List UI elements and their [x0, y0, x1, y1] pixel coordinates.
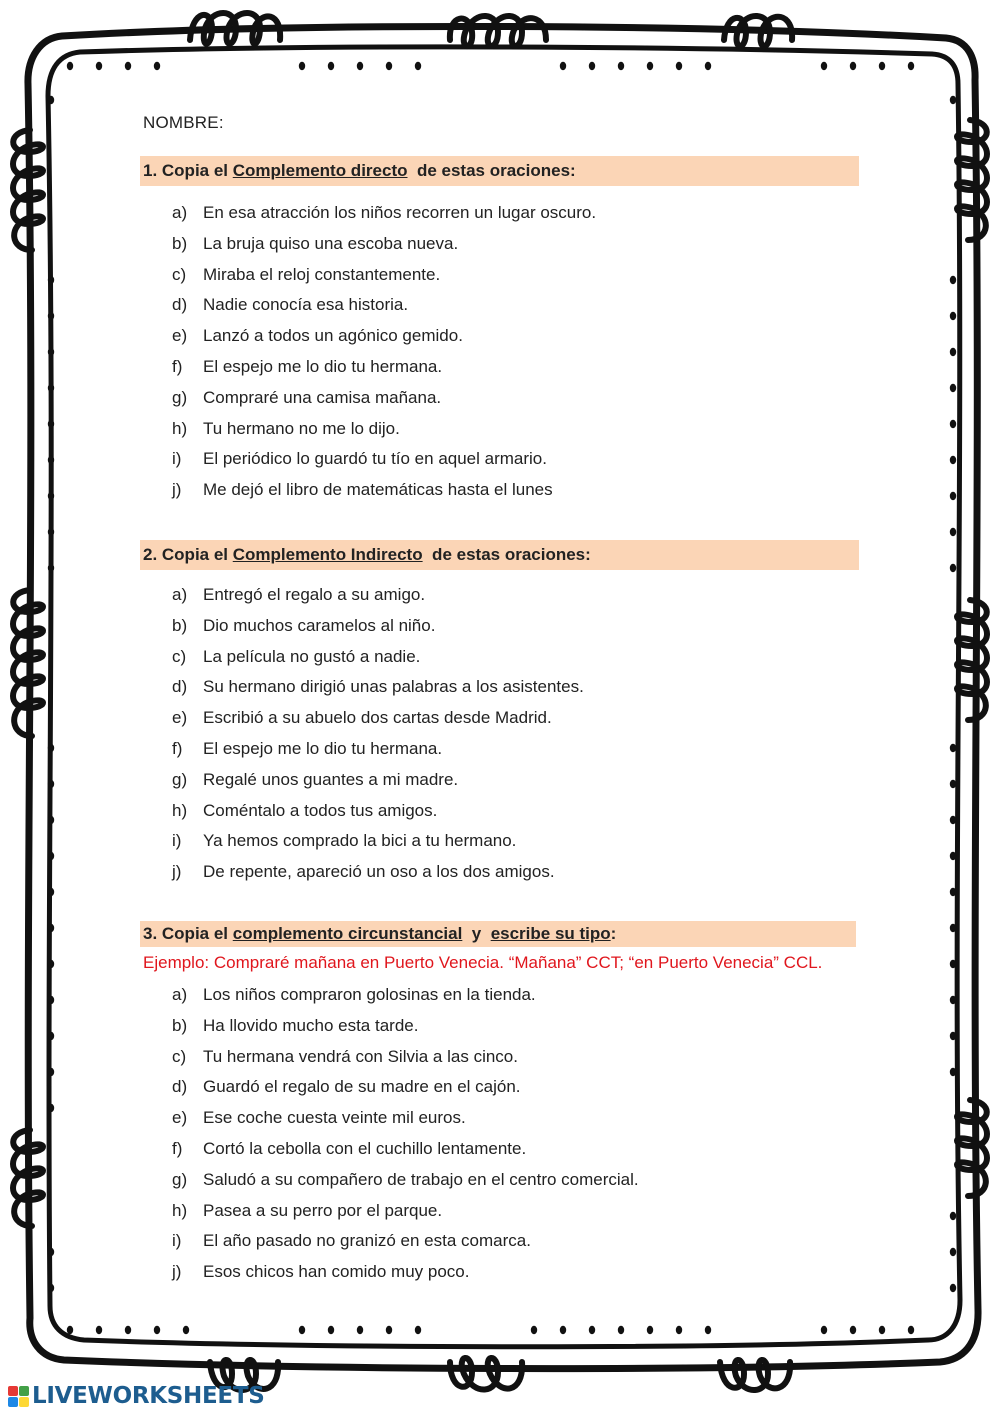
- item-sentence: Ese coche cuesta veinte mil euros.: [203, 1108, 466, 1128]
- list-item: [172, 1134, 639, 1165]
- list-item: [172, 857, 584, 888]
- logo-block-4: [19, 1397, 29, 1407]
- item-letter: g): [172, 769, 188, 789]
- item-letter: b): [172, 1015, 188, 1035]
- list-item: [172, 260, 596, 291]
- list-item: [172, 352, 596, 383]
- list-item: [172, 475, 596, 506]
- item-letter: g): [172, 1169, 188, 1189]
- item-sentence: Dio muchos caramelos al niño.: [203, 615, 436, 635]
- section-3-header-prefix: 3. Copia el: [143, 924, 233, 943]
- list-item: [172, 611, 584, 642]
- logo-text: LIVEWORKSHEETS: [32, 1383, 265, 1409]
- item-letter: h): [172, 418, 188, 438]
- list-item: [172, 321, 596, 352]
- item-sentence: El espejo me lo dio tu hermana.: [203, 738, 443, 758]
- list-item: [172, 1226, 639, 1257]
- item-sentence: Saludó a su compañero de trabajo en el centro comercial.: [203, 1169, 639, 1189]
- list-item: [172, 383, 596, 414]
- list-item: [172, 980, 639, 1011]
- section-3-example: Ejemplo: Compraré mañana en Puerto Venecia. “Mañana” CCT; “en Puerto Venecia” CCL.: [143, 953, 823, 972]
- item-letter: h): [172, 1200, 188, 1220]
- item-sentence: Miraba el reloj constantemente.: [203, 264, 441, 284]
- list-item: [172, 703, 584, 734]
- item-letter: d): [172, 295, 188, 315]
- list-item: [172, 444, 596, 475]
- list-item: [172, 642, 584, 673]
- list-item: [172, 1103, 639, 1134]
- item-sentence: La película no gustó a nadie.: [203, 646, 421, 666]
- item-letter: b): [172, 233, 188, 253]
- item-letter: g): [172, 387, 188, 407]
- logo-blocks-icon: [8, 1386, 29, 1407]
- item-letter: e): [172, 1108, 188, 1128]
- item-letter: i): [172, 1231, 182, 1251]
- list-item: [172, 734, 584, 765]
- item-sentence: Lanzó a todos un agónico gemido.: [203, 326, 463, 346]
- item-letter: c): [172, 1046, 187, 1066]
- item-letter: f): [172, 1138, 183, 1158]
- item-letter: j): [172, 480, 182, 500]
- item-sentence: Cortó la cebolla con el cuchillo lentamente.: [203, 1138, 527, 1158]
- item-letter: a): [172, 203, 188, 222]
- list-item: [172, 796, 584, 827]
- item-letter: h): [172, 800, 188, 820]
- liveworksheets-logo: [8, 1383, 264, 1409]
- list-item: [172, 414, 596, 445]
- item-letter: f): [172, 738, 183, 758]
- item-sentence: Su hermano dirigió unas palabras a los asistentes.: [203, 677, 584, 697]
- item-letter: d): [172, 677, 188, 697]
- list-item: [172, 1042, 639, 1073]
- item-letter: j): [172, 862, 182, 882]
- item-sentence: Guardó el regalo de su madre en el cajón.: [203, 1077, 521, 1097]
- item-sentence: Pasea a su perro por el parque.: [203, 1200, 443, 1220]
- item-letter: e): [172, 326, 188, 346]
- logo-block-1: [8, 1386, 18, 1396]
- section-2-list: [172, 580, 584, 888]
- section-3-list: [172, 980, 639, 1288]
- list-item: [172, 765, 584, 796]
- item-letter: f): [172, 356, 183, 376]
- section-3-header-keyword: complemento circunstancial: [232, 924, 463, 943]
- item-sentence: En esa atracción los niños recorren un lugar oscuro.: [203, 203, 597, 222]
- list-item: [172, 1165, 639, 1196]
- item-letter: e): [172, 708, 188, 728]
- section-3-header: [140, 921, 856, 947]
- section-1-header-keyword: Complemento directo: [232, 161, 408, 180]
- list-item: [172, 1011, 639, 1042]
- item-letter: i): [172, 831, 182, 851]
- list-item: [172, 290, 596, 321]
- list-item: [172, 1257, 639, 1288]
- list-item: [172, 229, 596, 260]
- item-sentence: Compraré una camisa mañana.: [203, 387, 442, 407]
- item-sentence: Nadie conocía esa historia.: [203, 295, 409, 315]
- logo-block-3: [8, 1397, 18, 1407]
- section-1-list: [172, 198, 596, 506]
- list-item: [172, 198, 596, 229]
- item-letter: i): [172, 449, 182, 469]
- item-sentence: Los niños compraron golosinas en la tienda.: [203, 985, 536, 1004]
- item-sentence: Me dejó el libro de matemáticas hasta el lunes: [203, 480, 553, 500]
- section-3-header-keyword-2: escribe su tipo: [490, 924, 611, 943]
- name-label: NOMBRE:: [143, 113, 224, 132]
- list-item: [172, 826, 584, 857]
- section-3-header-suffix: :: [610, 924, 617, 943]
- section-2-header: [140, 540, 859, 570]
- section-2-header-prefix: 2. Copia el: [143, 545, 233, 564]
- section-1-header-suffix: de estas oraciones:: [407, 161, 576, 180]
- item-sentence: Coméntalo a todos tus amigos.: [203, 800, 438, 820]
- logo-block-2: [19, 1386, 29, 1396]
- section-3-header-middle: y: [462, 924, 491, 943]
- list-item: [172, 580, 584, 611]
- item-sentence: El espejo me lo dio tu hermana.: [203, 356, 443, 376]
- item-sentence: Ha llovido mucho esta tarde.: [203, 1015, 419, 1035]
- section-1-header: [140, 156, 859, 186]
- section-2-header-keyword: Complemento Indirecto: [232, 545, 423, 564]
- item-sentence: Regalé unos guantes a mi madre.: [203, 769, 459, 789]
- item-letter: j): [172, 1262, 182, 1282]
- item-letter: d): [172, 1077, 188, 1097]
- item-sentence: Tu hermana vendrá con Silvia a las cinco.: [203, 1046, 518, 1066]
- section-2-header-suffix: de estas oraciones:: [422, 545, 591, 564]
- item-letter: c): [172, 646, 187, 666]
- item-sentence: Tu hermano no me lo dijo.: [203, 418, 400, 438]
- item-sentence: Ya hemos comprado la bici a tu hermano.: [203, 831, 517, 851]
- section-1-header-prefix: 1. Copia el: [143, 161, 233, 180]
- item-sentence: Escribió a su abuelo dos cartas desde Madrid.: [203, 708, 552, 728]
- item-letter: c): [172, 264, 187, 284]
- item-letter: a): [172, 585, 188, 604]
- list-item: [172, 1196, 639, 1227]
- item-sentence: La bruja quiso una escoba nueva.: [203, 233, 459, 253]
- item-sentence: Esos chicos han comido muy poco.: [203, 1262, 470, 1282]
- list-item: [172, 1072, 639, 1103]
- item-sentence: De repente, apareció un oso a los dos amigos.: [203, 862, 555, 882]
- item-sentence: Entregó el regalo a su amigo.: [203, 585, 426, 604]
- item-letter: a): [172, 985, 188, 1004]
- item-sentence: El periódico lo guardó tu tío en aquel armario.: [203, 449, 547, 469]
- item-letter: b): [172, 615, 188, 635]
- list-item: [172, 672, 584, 703]
- item-sentence: El año pasado no granizó en esta comarca.: [203, 1231, 531, 1251]
